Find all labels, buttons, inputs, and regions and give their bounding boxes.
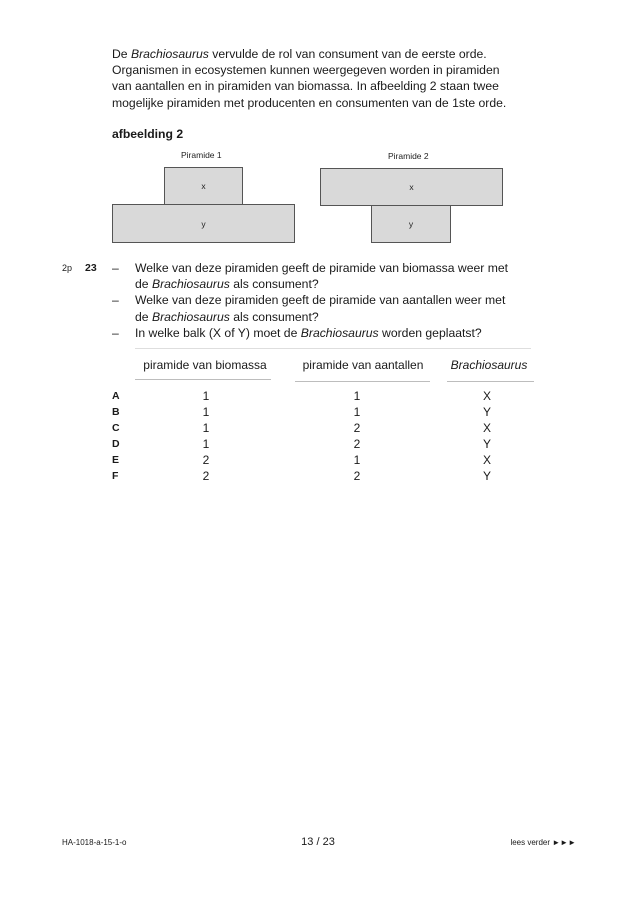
question-list xyxy=(112,260,592,341)
intro-paragraph xyxy=(112,46,582,111)
cell-aantallen: 1 xyxy=(353,405,361,419)
cell-aantallen: 2 xyxy=(353,437,361,451)
species-name: Brachiosaurus xyxy=(151,309,230,324)
header-underline xyxy=(447,381,534,382)
question-points: 2p xyxy=(62,263,73,273)
cell-brachiosaurus: Y xyxy=(482,437,491,451)
bar-label: x xyxy=(409,182,414,192)
option-letter: D xyxy=(112,438,120,450)
intro-text: vervulde de rol van consument van de eerste orde. xyxy=(208,47,487,61)
question-text-line xyxy=(135,325,592,341)
cell-biomassa: 1 xyxy=(202,437,210,451)
question-item xyxy=(112,260,592,292)
dash: – xyxy=(112,261,119,275)
question-text: Welke van deze piramiden geeft de piramide van aantallen weer met xyxy=(135,293,506,308)
cell-biomassa: 1 xyxy=(202,421,210,435)
pyramid-2-label: Piramide 2 xyxy=(388,151,429,161)
cell-biomassa: 2 xyxy=(202,453,210,467)
option-letter: A xyxy=(112,390,120,402)
option-letter: B xyxy=(112,406,120,418)
column-header-biomassa: piramide van biomassa xyxy=(143,358,267,372)
question-text: de xyxy=(135,309,152,324)
intro-line: mogelijke piramiden met producenten en consumenten van de 1ste orde. xyxy=(112,95,507,110)
option-letter: C xyxy=(112,422,120,434)
intro-line: van aantallen en in piramiden van biomassa. In afbeelding 2 staan twee xyxy=(112,79,499,94)
intro-line: Organismen in ecosystemen kunnen weergegeven worden in piramiden xyxy=(112,63,500,78)
cell-brachiosaurus: X xyxy=(482,453,491,467)
bar-label: x xyxy=(201,181,206,191)
cell-brachiosaurus: X xyxy=(482,421,491,435)
cell-aantallen: 2 xyxy=(353,421,361,435)
question-text: de xyxy=(135,277,152,292)
cell-biomassa: 2 xyxy=(202,469,210,483)
figure-title: afbeelding 2 xyxy=(112,127,184,141)
species-name: Brachiosaurus xyxy=(300,325,379,340)
question-text: als consument? xyxy=(229,277,319,292)
column-header-aantallen: piramide van aantallen xyxy=(302,358,424,372)
intro-line xyxy=(112,46,582,62)
cell-aantallen: 1 xyxy=(353,453,361,467)
cell-aantallen: 1 xyxy=(353,389,361,403)
header-underline xyxy=(295,381,430,382)
cell-biomassa: 1 xyxy=(202,389,210,403)
header-underline xyxy=(135,379,271,380)
cell-biomassa: 1 xyxy=(202,405,210,419)
pyramid-1-label: Piramide 1 xyxy=(181,150,222,160)
pyramid-2-bottom-bar xyxy=(371,205,451,243)
dash: – xyxy=(112,293,119,308)
page-number: 13 / 23 xyxy=(301,836,335,848)
question-number: 23 xyxy=(85,262,97,274)
column-header-brachiosaurus: Brachiosaurus xyxy=(450,358,528,372)
question-text: In welke balk (X of Y) moet de xyxy=(135,325,301,340)
cell-brachiosaurus: Y xyxy=(482,405,491,419)
question-item xyxy=(112,292,592,324)
species-name: Brachiosaurus xyxy=(130,47,209,61)
pyramid-1-bottom-bar xyxy=(112,204,295,243)
exam-code: HA-1018-a-15-1-o xyxy=(62,838,127,847)
cell-brachiosaurus: X xyxy=(482,389,491,403)
dash: – xyxy=(112,325,119,340)
cell-aantallen: 2 xyxy=(353,469,361,483)
cell-brachiosaurus: Y xyxy=(482,469,491,483)
question-item xyxy=(112,325,592,341)
question-text-line xyxy=(135,276,592,292)
option-letter: F xyxy=(112,470,119,482)
bar-label: y xyxy=(201,218,206,229)
question-text: worden geplaatst? xyxy=(378,325,482,340)
question-text: Welke van deze piramiden geeft de piramide van biomassa weer met xyxy=(135,261,509,275)
table-top-rule xyxy=(135,348,531,349)
question-text: als consument? xyxy=(229,309,319,324)
pyramid-2-top-bar xyxy=(320,168,503,206)
question-text-line xyxy=(135,309,592,325)
pyramid-1-top-bar xyxy=(164,167,243,205)
intro-text: De xyxy=(112,47,131,61)
species-name: Brachiosaurus xyxy=(151,277,230,292)
continue-indicator: lees verder ►►► xyxy=(510,838,576,847)
option-letter: E xyxy=(112,454,120,466)
bar-label: y xyxy=(408,219,414,229)
